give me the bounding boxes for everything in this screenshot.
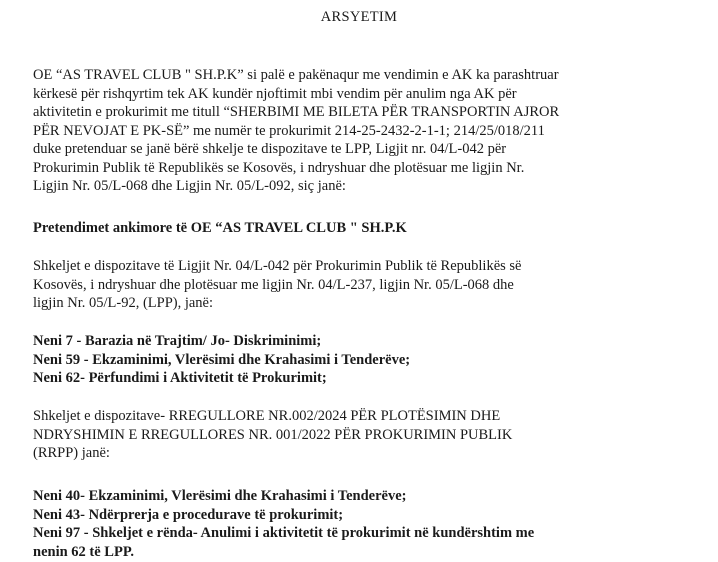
claims-subheading: Pretendimet ankimore të OE “AS TRAVEL CLUB " SH.P.K xyxy=(33,220,407,236)
paragraph-line: Shkeljet e dispozitave të Ligjit Nr. 04/L-042 për Prokurimin Publik të Republikës së xyxy=(33,258,522,274)
paragraph-line: ligjin Nr. 05/L-92, (LPP), janë: xyxy=(33,295,214,311)
paragraph-line: duke pretenduar se janë bërë shkelje te dispozitave te LPP, Ligjit nr. 04/L-042 për xyxy=(33,141,507,157)
paragraph-line: kërkesë për rishqyrtim tek AK kundër njoftimit mbi vendim për anulim nga AK për xyxy=(33,85,517,102)
article-item: Neni 43- Ndërprerja e procedurave të prokurimit; xyxy=(33,506,344,523)
paragraph-line: Prokurimin Publik të Republikës se Kosovës, i ndryshuar dhe plotësuar me ligjin Nr. xyxy=(33,159,525,176)
paragraph-line: (RRPP) janë: xyxy=(33,445,110,461)
paragraph-line: Kosovës, i ndryshuar dhe plotësuar me ligjin Nr. 04/L-237, ligjin Nr. 05/L-068 dhe xyxy=(33,276,514,293)
article-item: Neni 62- Përfundimi i Aktivitetit të Prokurimit; xyxy=(33,370,327,386)
law-violations-paragraph xyxy=(33,257,673,313)
article-item: Neni 59 - Ekzaminimi, Vlerësimi dhe Krahasimi i Tenderëve; xyxy=(33,351,411,368)
article-item: Neni 40- Ekzaminimi, Vlerësimi dhe Krahasimi i Tenderëve; xyxy=(33,488,407,504)
article-item: Neni 97 - Shkeljet e rënda- Anulimi i aktivitetit të prokurimit në kundërshtim me xyxy=(33,525,535,541)
regulation-articles-list xyxy=(33,487,673,561)
paragraph-line: OE “AS TRAVEL CLUB " SH.P.K” si palë e pakënaqur me vendimin e AK ka parashtruar xyxy=(33,67,559,83)
paragraph-line: NDRYSHIMIN E RREGULLORES NR. 001/2022 PËR PROKURIMIN PUBLIK xyxy=(33,426,513,443)
article-item: nenin 62 të LPP. xyxy=(33,543,134,560)
paragraph-line: aktivitetin e prokurimit me titull “SHERBIMI ME BILETA PËR TRANSPORTIN AJROR xyxy=(33,104,560,120)
paragraph-line: Ligjin Nr. 05/L-068 dhe Ligjin Nr. 05/L-092, siç janë: xyxy=(33,178,346,194)
law-articles-list xyxy=(33,332,673,388)
paragraph-line: Shkeljet e dispozitave- RREGULLORE NR.002/2024 PËR PLOTËSIMIN DHE xyxy=(33,408,501,424)
regulation-violations-paragraph xyxy=(33,407,673,463)
article-item: Neni 7 - Barazia në Trajtim/ Jo- Diskriminimi; xyxy=(33,333,322,349)
paragraph-line: PËR NEVOJAT E PK-SË” me numër te prokurimit 214-25-2432-2-1-1; 214/25/018/211 xyxy=(33,122,545,139)
document-title: ARSYETIM xyxy=(320,9,398,25)
intro-paragraph xyxy=(33,66,673,196)
